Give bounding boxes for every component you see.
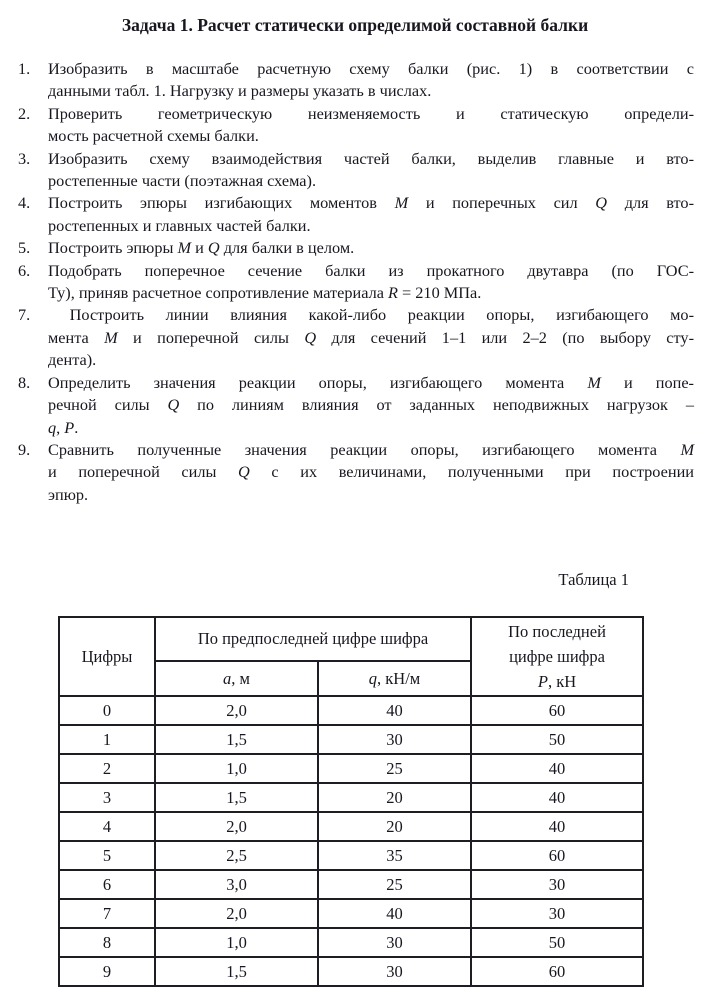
cell-a: 1,5 [155, 957, 318, 986]
task-line [48, 125, 694, 147]
table-row [59, 696, 643, 725]
task-number: 5. [18, 238, 31, 258]
cell-digit: 4 [59, 812, 155, 841]
task-line [48, 58, 694, 80]
math-variable: Q [595, 193, 608, 213]
math-variable: a [223, 668, 232, 688]
task-item [18, 148, 694, 193]
text-run: = 210 МПа. [397, 283, 482, 303]
task-line [48, 237, 694, 259]
task-text [48, 304, 694, 371]
math-variable: P [64, 417, 75, 437]
task-item [18, 237, 694, 259]
task-text [48, 58, 694, 103]
header-row-group [59, 617, 643, 661]
cell-digit: 6 [59, 870, 155, 899]
text-run: и поперечной силы [117, 327, 305, 347]
text-run: По последней [508, 622, 606, 641]
text-run: цифре шифра [509, 647, 605, 666]
cell-q: 30 [318, 725, 471, 754]
task-line [48, 327, 694, 349]
header-cell-a [155, 661, 318, 696]
text-run: дента). [48, 350, 97, 370]
math-variable: M [587, 372, 601, 392]
header-line [472, 669, 642, 694]
header-line [472, 619, 642, 644]
table-row [59, 899, 643, 928]
header-cell-group: По предпоследней цифре шифра [155, 617, 471, 661]
cell-q: 20 [318, 783, 471, 812]
math-variable: M [177, 238, 192, 258]
math-variable: M [104, 327, 118, 347]
cell-a: 2,0 [155, 696, 318, 725]
cell-p: 60 [471, 841, 643, 870]
task-text [48, 103, 694, 148]
task-item [18, 192, 694, 237]
task-line [48, 417, 694, 439]
cell-a: 2,0 [155, 812, 318, 841]
math-variable: M [680, 439, 694, 459]
text-run: и [191, 238, 208, 258]
text-run: ростепенные части (поэтажная схема). [48, 171, 317, 191]
header-cell-p [471, 617, 643, 696]
cell-a: 2,5 [155, 841, 318, 870]
table-caption: Таблица 1 [558, 570, 629, 589]
task-number: 1. [18, 59, 31, 78]
task-list [18, 58, 694, 506]
task-line [48, 148, 694, 170]
math-variable: q [368, 668, 378, 688]
cell-p: 60 [471, 957, 643, 986]
table-row [59, 754, 643, 783]
cell-a: 1,5 [155, 783, 318, 812]
cell-digit: 2 [59, 754, 155, 783]
task-item [18, 372, 694, 439]
cell-p: 50 [471, 928, 643, 957]
cell-a: 2,0 [155, 899, 318, 928]
cell-q: 40 [318, 696, 471, 725]
cell-q: 20 [318, 812, 471, 841]
header-cell-q [318, 661, 471, 696]
task-line [48, 372, 694, 394]
task-number: 7. [18, 305, 31, 325]
cell-digit: 8 [59, 928, 155, 957]
task-text [48, 192, 694, 237]
text-run: Изобразить схему взаимодействия частей балки, выделив главные и вто- [48, 148, 694, 168]
table-row [59, 812, 643, 841]
page-title: Задача 1. Расчет статически определимой составной балки [121, 15, 589, 35]
task-item [18, 103, 694, 148]
text-run: Проверить геометрическую неизменяемость и статическую определи- [48, 103, 694, 123]
text-run: для вто- [607, 193, 694, 213]
text-run: с их величинами, полученными при построении [249, 462, 695, 482]
text-run: , м [231, 668, 250, 688]
cell-p: 40 [471, 783, 643, 812]
text-run: и поперечной силы [48, 462, 239, 482]
text-run: данными табл. 1. Нагрузку и размеры указать в числах. [48, 81, 432, 101]
text-run: Определить значения реакции опоры, изгибающего момента [48, 372, 588, 392]
cell-q: 35 [318, 841, 471, 870]
text-run: эпюр. [48, 484, 89, 504]
cell-a: 1,0 [155, 754, 318, 783]
task-line [48, 304, 694, 326]
variants-header [59, 617, 643, 696]
table-row [59, 928, 643, 957]
text-run: Подобрать поперечное сечение балки из прокатного двутавра (по ГОС- [48, 260, 694, 280]
task-item [18, 260, 694, 305]
variants-tbody [59, 696, 643, 986]
math-variable: R [388, 283, 398, 303]
task-item [18, 439, 694, 506]
text-run: для сечений 1–1 или 2–2 (по выбору сту- [316, 327, 694, 347]
cell-q: 30 [318, 928, 471, 957]
header-line [472, 644, 642, 669]
table-row [59, 957, 643, 986]
cell-digit: 1 [59, 725, 155, 754]
text-run: Сравнить полученные значения реакции опоры, изгибающего момента [48, 439, 681, 459]
task-text [48, 148, 694, 193]
task-text [48, 260, 694, 305]
math-variable: M [394, 193, 409, 213]
math-variable: Q [167, 395, 180, 415]
task-number: 8. [18, 372, 31, 392]
task-number: 6. [18, 260, 31, 280]
task-line [48, 349, 694, 371]
text-run: по линиям влияния от заданных неподвижных нагрузок – [179, 395, 694, 415]
math-variable: q [48, 417, 57, 437]
cell-digit: 9 [59, 957, 155, 986]
text-run: Построить эпюры изгибающих моментов [48, 193, 395, 213]
text-run: и поперечных сил [408, 193, 596, 213]
text-run: мента [48, 327, 105, 347]
cell-q: 30 [318, 957, 471, 986]
task-text [48, 237, 694, 259]
cell-digit: 3 [59, 783, 155, 812]
cell-p: 40 [471, 754, 643, 783]
cell-q: 25 [318, 754, 471, 783]
text-run: ростепенных и главных частей балки. [48, 215, 311, 235]
math-variable: Q [207, 238, 220, 258]
text-run: Построить эпюры [48, 238, 178, 258]
text-run: для балки в целом. [219, 238, 355, 258]
variants-table [58, 616, 644, 987]
text-run: Изобразить в масштабе расчетную схему балки (рис. 1) в соответствии с [48, 59, 694, 78]
task-line [48, 439, 694, 461]
math-variable: P [537, 672, 548, 691]
cell-digit: 7 [59, 899, 155, 928]
text-run: и попе- [600, 372, 694, 392]
task-line [48, 282, 694, 304]
cell-p: 50 [471, 725, 643, 754]
task-line [48, 103, 694, 125]
text-run: мость расчетной схемы балки. [48, 126, 259, 146]
table-row [59, 725, 643, 754]
task-line [48, 260, 694, 282]
text-run: , кН [547, 672, 577, 691]
header-cell-digits: Цифры [59, 617, 155, 696]
task-line [48, 484, 694, 506]
cell-digit: 5 [59, 841, 155, 870]
text-run: , кН/м [377, 668, 421, 688]
task-line [48, 170, 694, 192]
task-line [48, 461, 694, 483]
task-line [48, 215, 694, 237]
cell-digit: 0 [59, 696, 155, 725]
math-variable: Q [304, 327, 317, 347]
text-run: Ту), приняв расчетное сопротивление материала [48, 283, 389, 303]
task-line [48, 192, 694, 214]
cell-q: 25 [318, 870, 471, 899]
cell-p: 30 [471, 899, 643, 928]
cell-p: 30 [471, 870, 643, 899]
text-run: . [74, 417, 79, 437]
math-variable: Q [238, 462, 250, 482]
table-row [59, 841, 643, 870]
task-item [18, 58, 694, 103]
task-number: 3. [18, 148, 31, 168]
table-row [59, 870, 643, 899]
cell-a: 3,0 [155, 870, 318, 899]
task-line [48, 80, 694, 102]
task-line [48, 394, 694, 416]
task-text [48, 439, 694, 506]
cell-p: 60 [471, 696, 643, 725]
task-number: 2. [18, 103, 31, 123]
text-run: речной силы [48, 395, 168, 415]
task-text [48, 372, 694, 439]
cell-a: 1,5 [155, 725, 318, 754]
text-run: , [56, 417, 65, 437]
cell-q: 40 [318, 899, 471, 928]
cell-p: 40 [471, 812, 643, 841]
text-run: Построить линии влияния какой-либо реакции опоры, изгибающего мо- [48, 305, 694, 325]
table-row [59, 783, 643, 812]
task-item [18, 304, 694, 371]
task-number: 9. [18, 439, 31, 459]
cell-a: 1,0 [155, 928, 318, 957]
task-number: 4. [18, 193, 31, 213]
